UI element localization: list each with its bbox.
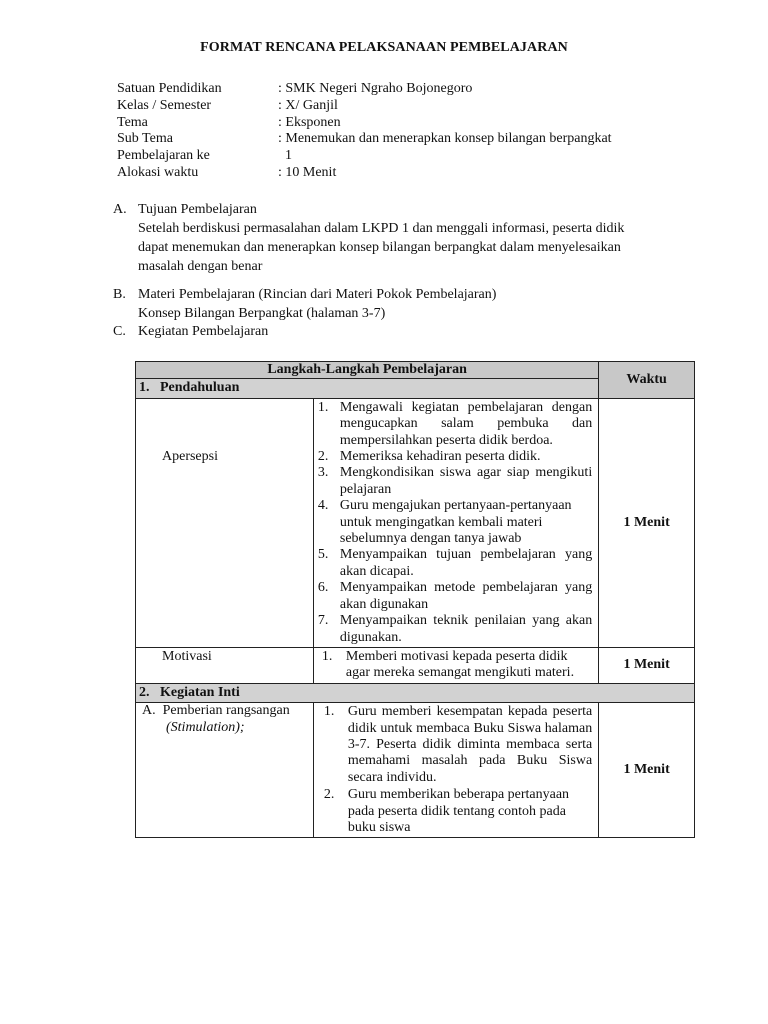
identity-row (117, 98, 612, 115)
section-heading: Materi Pembelajaran (Rincian dari Materi Pokok Pembelajaran) (138, 287, 497, 302)
list-item: 2. Memeriksa kehadiran peserta didik. (317, 449, 541, 465)
identity-value: : Menemukan dan menerapkan konsep bilangan berpangkat (278, 131, 612, 147)
phase-heading: 1. Pendahuluan (136, 379, 599, 398)
list-item: 4. Guru mengajukan pertanyaan-pertanyaan untuk mengingatkan kembali materi sebelumnya dengan tanya jawab (317, 498, 572, 547)
header-time: Waktu (599, 362, 695, 399)
identity-row (117, 115, 612, 132)
section-materi (113, 285, 698, 323)
phase-row (136, 683, 695, 702)
phase-heading: 2. Kegiatan Inti (136, 683, 695, 702)
header-steps: Langkah-Langkah Pembelajaran (136, 362, 599, 379)
activity-table (135, 361, 695, 838)
activity-time: 1 Menit (599, 647, 695, 683)
activity-time: 1 Menit (599, 703, 695, 838)
activity-steps (313, 647, 598, 683)
identity-row (117, 148, 612, 165)
identity-label: Kelas / Semester (117, 97, 212, 113)
identity-label: Sub Tema (117, 131, 173, 147)
identity-label: Tema (117, 114, 148, 130)
activity-label: Apersepsi (136, 398, 314, 647)
identity-label: Pembelajaran ke (117, 148, 210, 164)
activity-row (136, 647, 695, 683)
list-item: 6. Menyampaikan metode pembelajaran yang akan digunakan (317, 580, 593, 612)
activity-steps (313, 398, 598, 647)
identity-value: : SMK Negeri Ngraho Bojonegoro (278, 81, 473, 96)
section-tujuan (113, 200, 698, 276)
activity-time: 1 Menit (599, 398, 695, 647)
list-item: 2. Guru memberikan beberapa pertanyaan pada peserta didik tentang contoh pada buku siswa (323, 787, 570, 835)
table-header-row (136, 362, 695, 379)
identity-value: : Eksponen (278, 114, 341, 130)
identity-label: Alokasi waktu (117, 164, 199, 180)
identity-row (117, 131, 612, 148)
section-heading: Kegiatan Pembelajaran (138, 324, 269, 339)
list-item: 7. Menyampaikan teknik penilaian yang akan digunakan. (317, 613, 593, 645)
document-title: FORMAT RENCANA PELAKSANAAN PEMBELAJARAN (200, 40, 568, 55)
section-letter: B. (113, 287, 126, 302)
identity-value: : X/ Ganjil (278, 97, 338, 113)
identity-label: Satuan Pendidikan (117, 81, 222, 96)
section-paragraph-line: masalah dengan benar (138, 259, 263, 274)
section-heading: Tujuan Pembelajaran (138, 202, 257, 217)
list-item: 1. Guru memberi kesempatan kepada peserta didik untuk membaca Buku Siswa halaman 3-7. Peserta didik diminta membaca serta memahami masalah pada Buku Siswa secara individu. (323, 704, 593, 785)
activity-label: Motivasi (136, 647, 314, 683)
section-letter: A. (113, 202, 127, 217)
identity-row (117, 81, 612, 98)
list-item: 3. Mengkondisikan siswa agar siap mengikuti pelajaran (317, 465, 593, 497)
activity-label: A. Pemberian rangsangan (Stimulation); (136, 703, 314, 838)
section-detail: Konsep Bilangan Berpangkat (halaman 3-7) (138, 306, 386, 321)
section-kegiatan (113, 322, 698, 341)
identity-block (117, 81, 612, 182)
section-paragraph-line: dapat menemukan dan menerapkan konsep bilangan berpangkat dalam menyelesaikan (138, 240, 621, 255)
activity-row (136, 398, 695, 647)
section-paragraph-line: Setelah berdiskusi permasalahan dalam LKPD 1 dan menggali informasi, peserta didik (138, 221, 625, 236)
activity-steps (313, 703, 598, 838)
section-letter: C. (113, 324, 126, 339)
identity-value: 1 (278, 148, 292, 164)
identity-row (117, 165, 612, 182)
list-item: 1. Mengawali kegiatan pembelajaran dengan mengucapkan salam pembuka dan mempersilahkan peserta didik berdoa. (317, 399, 593, 448)
list-item: 5. Menyampaikan tujuan pembelajaran yang akan dicapai. (317, 547, 593, 579)
list-item: 1. Memberi motivasi kepada peserta didik agar mereka semangat mengikuti materi. (321, 648, 575, 681)
activity-row (136, 703, 695, 838)
identity-value: : 10 Menit (278, 164, 337, 180)
